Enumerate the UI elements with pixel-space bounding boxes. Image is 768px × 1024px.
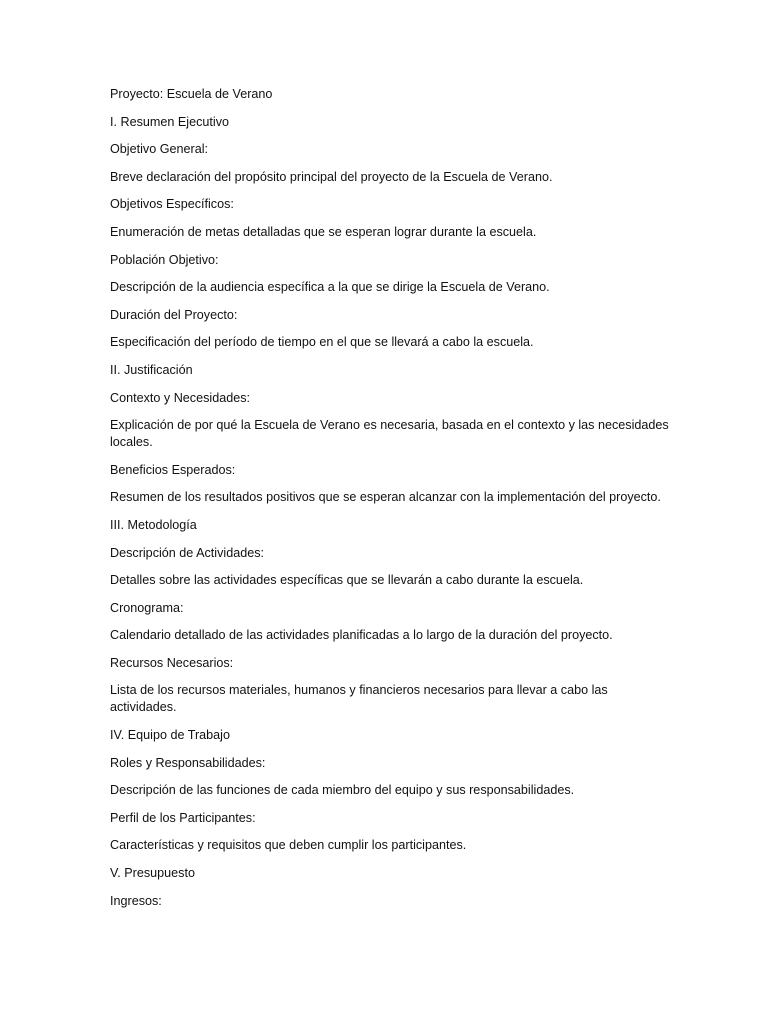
- subheading-descripcion-actividades: Descripción de Actividades:: [110, 545, 265, 560]
- section-heading-resumen-ejecutivo: I. Resumen Ejecutivo: [110, 114, 229, 129]
- document-body: [110, 86, 670, 920]
- body-descripcion-actividades: Detalles sobre las actividades específicas que se llevarán a cabo durante la escuela.: [110, 573, 584, 588]
- section-heading-equipo-trabajo: IV. Equipo de Trabajo: [110, 728, 230, 743]
- body-cronograma: Calendario detallado de las actividades planificadas a lo largo de la duración del proyecto.: [110, 628, 613, 643]
- body-beneficios-esperados: Resumen de los resultados positivos que se esperan alcanzar con la implementación del proyecto.: [110, 490, 661, 505]
- subheading-poblacion-objetivo: Población Objetivo:: [110, 252, 219, 267]
- subheading-ingresos: Ingresos:: [110, 893, 162, 908]
- subheading-objetivo-general: Objetivo General:: [110, 142, 209, 157]
- body-poblacion-objetivo: Descripción de la audiencia específica a la que se dirige la Escuela de Verano.: [110, 280, 550, 295]
- subheading-cronograma: Cronograma:: [110, 600, 184, 615]
- subheading-contexto-necesidades: Contexto y Necesidades:: [110, 390, 251, 405]
- body-objetivos-especificos: Enumeración de metas detalladas que se esperan lograr durante la escuela.: [110, 224, 537, 239]
- body-objetivo-general: Breve declaración del propósito principal del proyecto de la Escuela de Verano.: [110, 169, 553, 184]
- body-recursos-necesarios: Lista de los recursos materiales, humanos y financieros necesarios para llevar a cabo las actividades.: [110, 683, 608, 715]
- subheading-duracion-proyecto: Duración del Proyecto:: [110, 307, 238, 322]
- body-contexto-necesidades: Explicación de por qué la Escuela de Verano es necesaria, basada en el contexto y las necesidades locales.: [110, 418, 669, 450]
- body-duracion-proyecto: Especificación del período de tiempo en el que se llevará a cabo la escuela.: [110, 335, 534, 350]
- section-heading-justificacion: II. Justificación: [110, 362, 193, 377]
- subheading-perfil-participantes: Perfil de los Participantes:: [110, 810, 256, 825]
- subheading-roles-responsabilidades: Roles y Responsabilidades:: [110, 755, 266, 770]
- subheading-recursos-necesarios: Recursos Necesarios:: [110, 655, 234, 670]
- section-heading-metodologia: III. Metodología: [110, 517, 197, 532]
- section-heading-presupuesto: V. Presupuesto: [110, 866, 195, 881]
- subheading-beneficios-esperados: Beneficios Esperados:: [110, 462, 236, 477]
- body-perfil-participantes: Características y requisitos que deben cumplir los participantes.: [110, 838, 467, 853]
- subheading-objetivos-especificos: Objetivos Específicos:: [110, 197, 234, 212]
- project-title: Proyecto: Escuela de Verano: [110, 87, 273, 101]
- body-roles-responsabilidades: Descripción de las funciones de cada miembro del equipo y sus responsabilidades.: [110, 783, 575, 798]
